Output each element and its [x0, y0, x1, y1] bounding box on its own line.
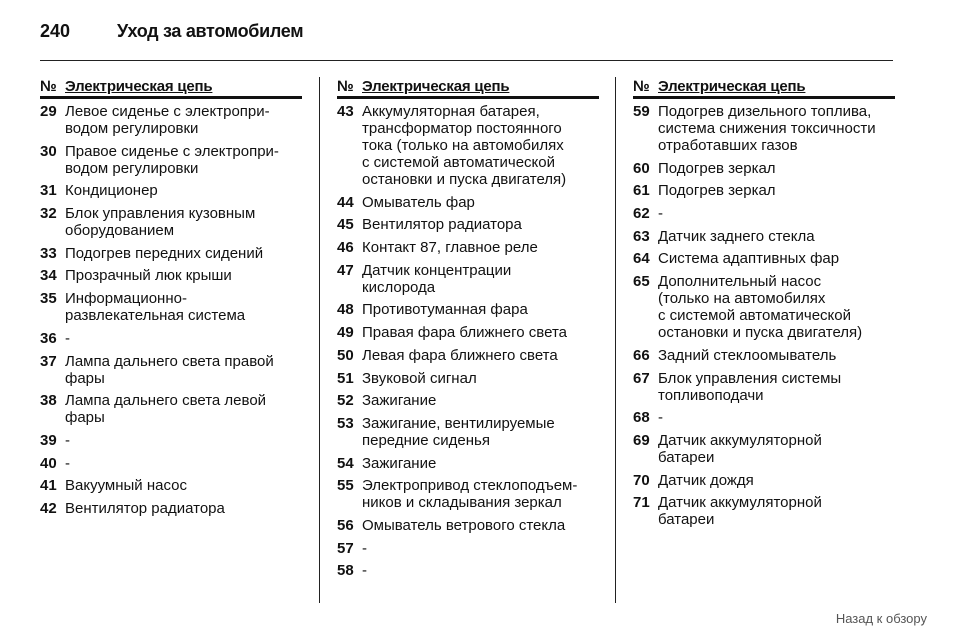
fuse-number: 54: [337, 454, 354, 472]
fuse-number: 69: [633, 431, 650, 449]
fuse-table-column-1: [40, 78, 302, 523]
fuse-number: 32: [40, 205, 57, 223]
fuse-number: 65: [633, 273, 650, 291]
fuse-number: 62: [633, 205, 650, 223]
circuit-name: Датчик концентрации кислорода: [362, 261, 512, 296]
fuse-number: 41: [40, 477, 57, 495]
circuit-name: Правое сиденье с электропри- водом регулировки: [65, 142, 279, 177]
fuse-row: [337, 194, 599, 211]
fuse-number: 42: [40, 499, 57, 517]
fuse-row: [40, 392, 302, 426]
column-header: [633, 78, 895, 99]
column-divider: [319, 77, 320, 603]
fuse-row: [40, 353, 302, 387]
fuse-row: [633, 250, 895, 267]
fuse-number: 34: [40, 267, 57, 285]
fuse-row: [633, 370, 895, 404]
circuit-name: Блок управления кузовным оборудованием: [65, 205, 256, 240]
column-header-number: №: [337, 78, 354, 95]
fuse-number: 68: [633, 409, 650, 427]
circuit-name: Зажигание: [362, 392, 437, 410]
column-header-number: №: [633, 78, 650, 95]
fuse-number: 51: [337, 369, 354, 387]
fuse-number: 30: [40, 142, 57, 160]
fuse-number: 61: [633, 182, 650, 200]
circuit-name: Подогрев зеркал: [658, 182, 776, 200]
circuit-name: Датчик аккумуляторной батареи: [658, 494, 822, 529]
fuse-row: [633, 347, 895, 364]
fuse-number: 67: [633, 369, 650, 387]
fuse-row: [40, 477, 302, 494]
fuse-row: [337, 517, 599, 534]
fuse-row: [40, 432, 302, 449]
fuse-row: [633, 228, 895, 245]
column-header-label: Электрическая цепь: [362, 78, 510, 95]
fuse-row: [337, 392, 599, 409]
fuse-row: [633, 160, 895, 177]
fuse-number: 33: [40, 244, 57, 262]
fuse-number: 46: [337, 239, 354, 257]
fuse-number: 45: [337, 216, 354, 234]
circuit-name: -: [658, 409, 663, 427]
fuse-list: [40, 103, 302, 517]
circuit-name: Дополнительный насос (только на автомобилях с системой автоматической остановки и пуска двигателя): [658, 273, 863, 342]
circuit-name: Зажигание, вентилируемые передние сиденья: [362, 414, 555, 449]
circuit-name: Контакт 87, главное реле: [362, 239, 538, 257]
fuse-row: [633, 182, 895, 199]
header-divider: [40, 60, 893, 61]
fuse-number: 50: [337, 346, 354, 364]
column-divider: [615, 77, 616, 603]
back-to-overview-link[interactable]: Назад к обзору: [835, 611, 927, 626]
circuit-name: -: [65, 431, 70, 449]
page-title: Уход за автомобилем: [117, 21, 304, 41]
circuit-name: Информационно- развлекательная система: [65, 290, 246, 325]
fuse-number: 40: [40, 454, 57, 472]
fuse-number: 35: [40, 290, 57, 308]
circuit-name: Омыватель ветрового стекла: [362, 516, 566, 534]
fuse-row: [40, 205, 302, 239]
circuit-name: Задний стеклоомыватель: [658, 346, 837, 364]
fuse-number: 31: [40, 182, 57, 200]
fuse-number: 52: [337, 392, 354, 410]
fuse-row: [337, 455, 599, 472]
fuse-number: 59: [633, 103, 650, 120]
fuse-number: 47: [337, 261, 354, 279]
circuit-name: -: [65, 329, 70, 347]
fuse-row: [40, 330, 302, 347]
fuse-list: [337, 103, 599, 579]
circuit-name: Левая фара ближнего света: [362, 346, 558, 364]
circuit-name: Система адаптивных фар: [658, 250, 840, 268]
circuit-name: -: [658, 205, 663, 223]
fuse-row: [633, 494, 895, 528]
fuse-row: [40, 103, 302, 137]
column-header: [337, 78, 599, 99]
circuit-name: Вакуумный насос: [65, 477, 187, 495]
circuit-name: Зажигание: [362, 454, 437, 472]
circuit-name: Подогрев зеркал: [658, 159, 776, 177]
fuse-table-column-3: [633, 78, 895, 534]
fuse-number: 43: [337, 103, 354, 120]
circuit-name: Датчик дождя: [658, 471, 754, 489]
circuit-name: Электропривод стеклоподъем- ников и складывания зеркал: [362, 477, 578, 512]
fuse-row: [337, 103, 599, 188]
circuit-name: Лампа дальнего света левой фары: [65, 392, 267, 427]
circuit-name: Кондиционер: [65, 182, 158, 200]
fuse-row: [337, 324, 599, 341]
circuit-name: Лампа дальнего света правой фары: [65, 352, 274, 387]
circuit-name: -: [362, 562, 367, 580]
circuit-name: -: [362, 539, 367, 557]
fuse-number: 63: [633, 227, 650, 245]
circuit-name: Вентилятор радиатора: [362, 216, 522, 234]
fuse-number: 36: [40, 329, 57, 347]
circuit-name: Омыватель фар: [362, 193, 475, 211]
circuit-name: Прозрачный люк крыши: [65, 267, 232, 285]
column-header-label: Электрическая цепь: [658, 78, 806, 95]
fuse-row: [337, 370, 599, 387]
column-header-label: Электрическая цепь: [65, 78, 213, 95]
fuse-row: [337, 301, 599, 318]
fuse-number: 56: [337, 516, 354, 534]
circuit-name: Звуковой сигнал: [362, 369, 477, 387]
page-number: 240: [40, 21, 71, 41]
circuit-name: Датчик аккумуляторной батареи: [658, 431, 822, 466]
fuse-row: [337, 415, 599, 449]
fuse-row: [40, 143, 302, 177]
fuse-row: [633, 273, 895, 341]
fuse-row: [337, 239, 599, 256]
fuse-number: 38: [40, 392, 57, 410]
fuse-row: [40, 500, 302, 517]
fuse-number: 57: [337, 539, 354, 557]
column-header: [40, 78, 302, 99]
fuse-number: 48: [337, 301, 354, 319]
circuit-name: Датчик заднего стекла: [658, 227, 815, 245]
fuse-row: [633, 432, 895, 466]
fuse-number: 37: [40, 352, 57, 370]
fuse-row: [40, 267, 302, 284]
fuse-row: [337, 477, 599, 511]
fuse-row: [337, 562, 599, 579]
fuse-row: [337, 347, 599, 364]
column-header-number: №: [40, 78, 57, 95]
circuit-name: Аккумуляторная батарея, трансформатор постоянного тока (только на автомобилях с системой автоматической остановки и пуска двигателя): [362, 103, 567, 188]
fuse-row: [633, 103, 895, 154]
fuse-row: [40, 455, 302, 472]
fuse-row: [633, 205, 895, 222]
circuit-name: Вентилятор радиатора: [65, 499, 225, 517]
circuit-name: Противотуманная фара: [362, 301, 528, 319]
circuit-name: Левое сиденье с электропри- водом регулировки: [65, 103, 270, 137]
circuit-name: Правая фара ближнего света: [362, 324, 567, 342]
fuse-row: [337, 540, 599, 557]
fuse-number: 44: [337, 193, 354, 211]
fuse-number: 58: [337, 562, 354, 580]
fuse-number: 39: [40, 431, 57, 449]
circuit-name: -: [65, 454, 70, 472]
fuse-row: [633, 472, 895, 489]
fuse-row: [337, 262, 599, 296]
fuse-number: 64: [633, 250, 650, 268]
fuse-number: 66: [633, 346, 650, 364]
fuse-row: [40, 290, 302, 324]
fuse-row: [337, 216, 599, 233]
fuse-number: 60: [633, 159, 650, 177]
fuse-row: [633, 409, 895, 426]
fuse-row: [40, 245, 302, 262]
fuse-number: 71: [633, 494, 650, 512]
fuse-number: 53: [337, 414, 354, 432]
fuse-list: [633, 103, 895, 528]
fuse-number: 49: [337, 324, 354, 342]
fuse-table-column-2: [337, 78, 599, 585]
fuse-number: 29: [40, 103, 57, 120]
fuse-number: 55: [337, 477, 354, 495]
fuse-number: 70: [633, 471, 650, 489]
circuit-name: Блок управления системы топливоподачи: [658, 369, 842, 404]
circuit-name: Подогрев дизельного топлива, система снижения токсичности отработавших газов: [658, 103, 876, 154]
circuit-name: Подогрев передних сидений: [65, 244, 264, 262]
fuse-row: [40, 182, 302, 199]
